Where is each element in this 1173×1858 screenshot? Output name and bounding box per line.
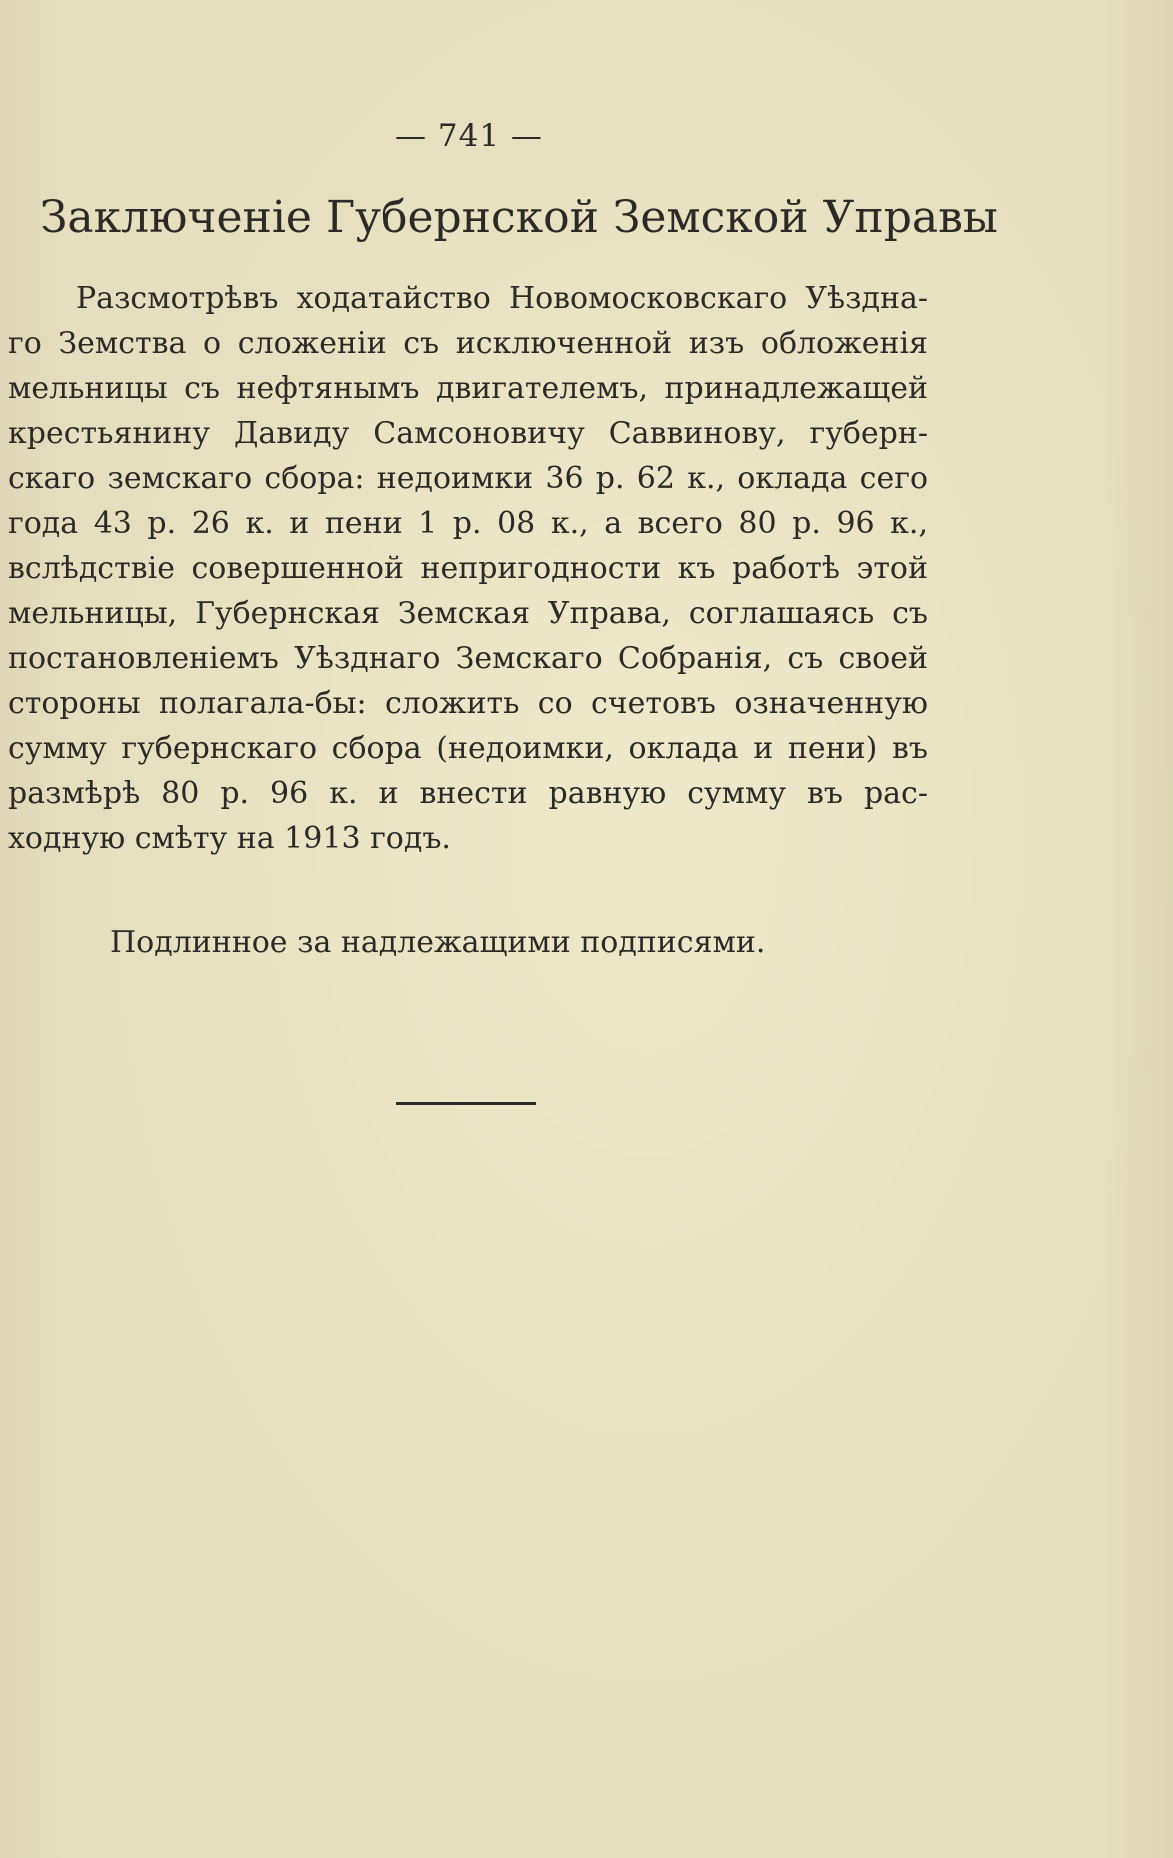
page-number: — 741 —	[395, 118, 543, 154]
paragraph-line: вслѣдствiе совершенной непригодности къ работѣ этой	[8, 551, 928, 586]
paragraph-line: мельницы, Губернская Земская Управа, соглашаясь съ	[8, 596, 928, 631]
paragraph-line: постановленiемъ Уѣзднаго Земскаго Собранiя, съ своей	[8, 641, 928, 676]
paragraph-line: крестьянину Давиду Самсоновичу Саввинову, губерн-	[8, 416, 928, 451]
paragraph-line: года 43 р. 26 к. и пени 1 р. 08 к., а всего 80 р. 96 к.,	[8, 506, 928, 541]
paragraph-line: го Земства о сложенiи съ исключенной изъ обложенiя	[8, 326, 928, 361]
signature-note: Подлинное за надлежащими подписями.	[110, 925, 766, 960]
paragraph-line: мельницы съ нефтянымъ двигателемъ, принадлежащей	[8, 371, 928, 406]
section-heading: Заключенiе Губернской Земской Управы	[40, 192, 998, 243]
paragraph-line: сумму губернскаго сбора (недоимки, оклада и пени) въ	[8, 731, 928, 766]
paragraph-line: стороны полагала-бы: сложить со счетовъ означенную	[8, 686, 928, 721]
paragraph-line: размѣрѣ 80 р. 96 к. и внести равную сумму въ рас-	[8, 776, 928, 811]
section-divider	[396, 1102, 536, 1105]
paragraph-line: Разсмотрѣвъ ходатайство Новомосковскаго Уѣздна-	[76, 281, 928, 316]
paragraph-line: ходную смѣту на 1913 годъ.	[8, 821, 451, 856]
paragraph-line: скаго земскаго сбора: недоимки 36 р. 62 к., оклада сего	[8, 461, 928, 496]
resolution-paragraph	[8, 276, 928, 861]
